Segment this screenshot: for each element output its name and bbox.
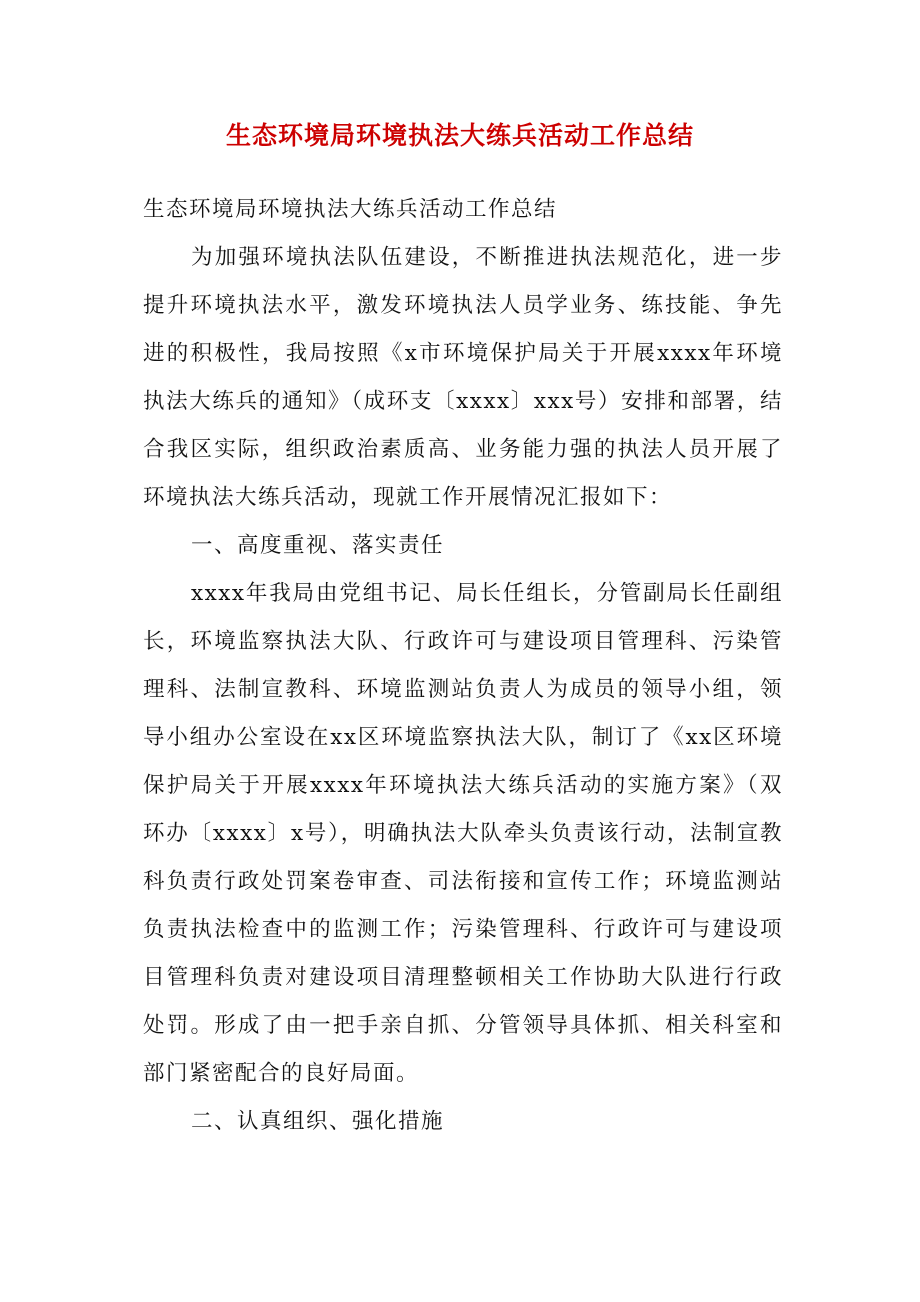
section-heading-1: 一、高度重视、落实责任 [191,533,445,558]
section-heading-2: 二、认真组织、强化措施 [191,1109,445,1134]
document-subtitle: 生态环境局环境执法大练兵活动工作总结 [143,197,558,222]
document-body [143,186,783,1146]
section-1-paragraph: xxxx年我局由党组书记、局长任组长，分管副局长任副组长，环境监察执法大队、行政许可与建设项目管理科、污染管理科、法制宣教科、环境监测站负责人为成员的领导小组，领导小组办公室设在xx区环境监察执法大队，制订了《xx区环境保护局关于开展xxxx年环境执法大练兵活动的实施方案》（双环办〔xxxx〕x号），明确执法大队牵头负责该行动，法制宣教科负责行政处罚案卷审查、司法衔接和宣传工作；环境监测站负责执法检查中的监测工作；污染管理科、行政许可与建设项目管理科负责对建设项目清理整顿相关工作协助大队进行行政处罚。形成了由一把手亲自抓、分管领导具体抓、相关科室和部门紧密配合的良好局面。 [143,581,783,1086]
document-title: 生态环境局环境执法大练兵活动工作总结 [225,121,694,150]
intro-paragraph: 为加强环境执法队伍建设，不断推进执法规范化，进一步提升环境执法水平，激发环境执法人员学业务、练技能、争先进的积极性，我局按照《x市环境保护局关于开展xxxx年环境执法大练兵的通知》（成环支〔xxxx〕xxx号）安排和部署，结合我区实际，组织政治素质高、业务能力强的执法人员开展了环境执法大练兵活动，现就工作开展情况汇报如下： [143,245,783,510]
